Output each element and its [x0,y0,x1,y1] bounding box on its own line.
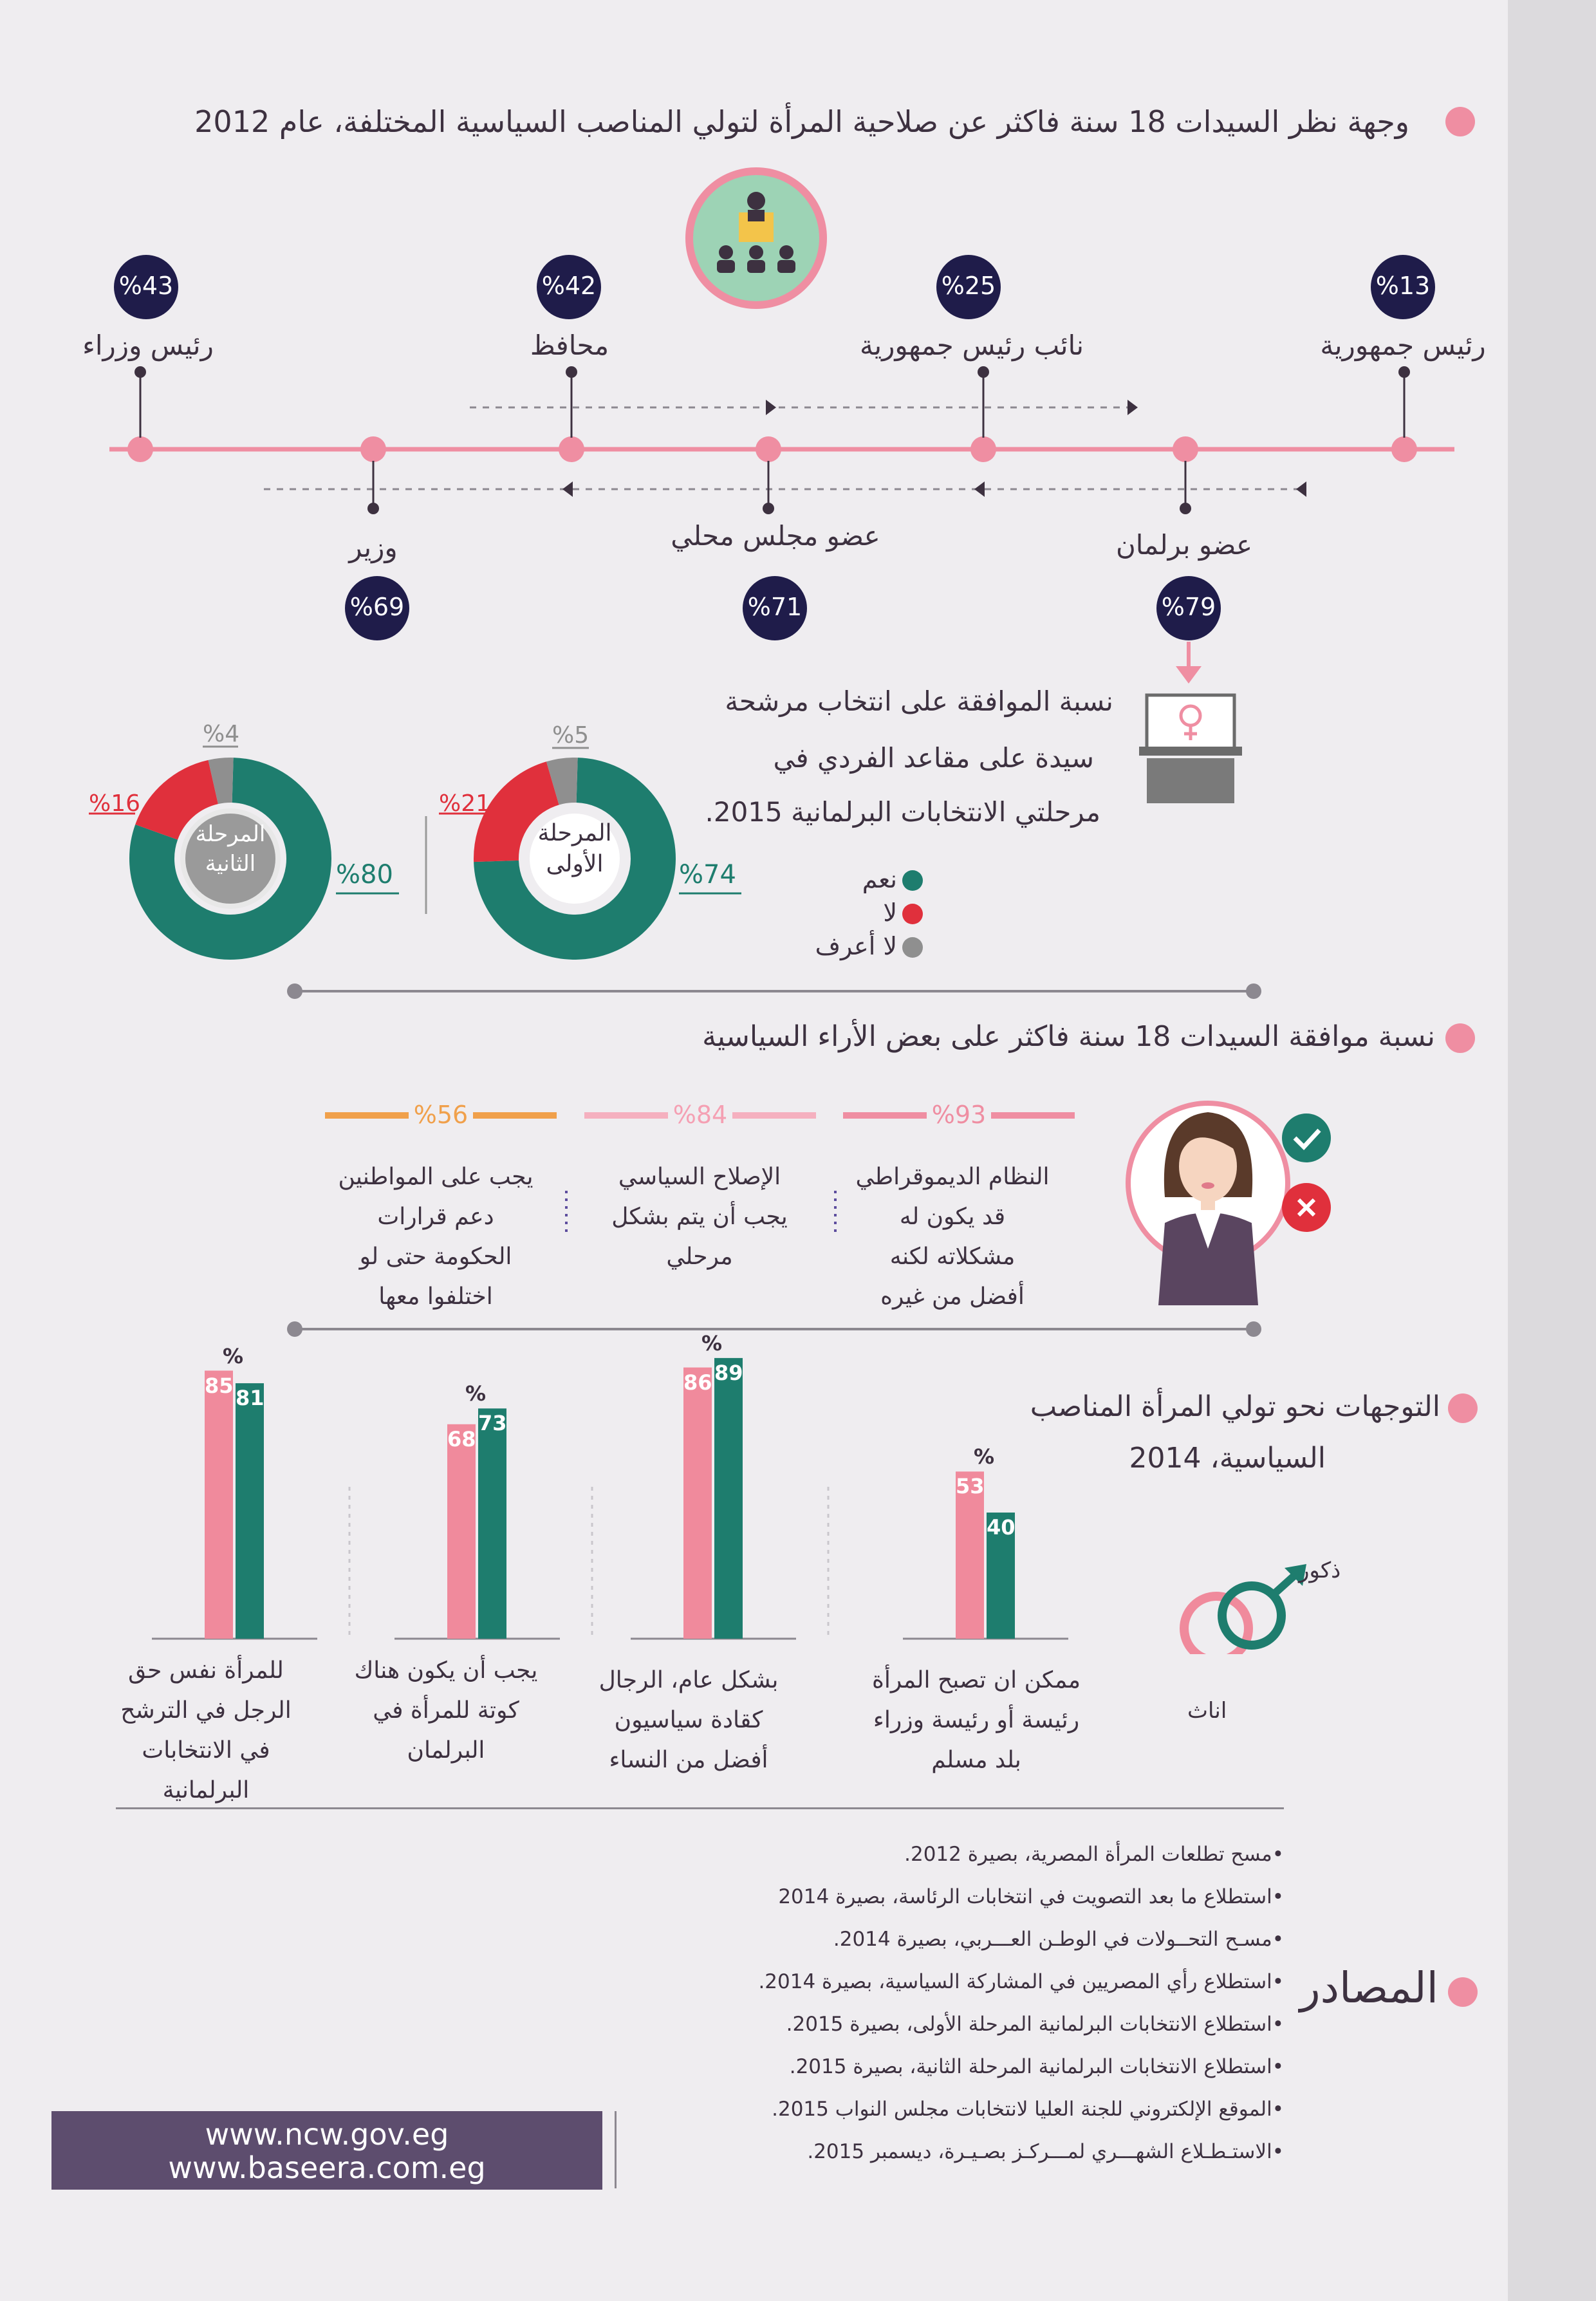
position-label: رئيس وزراء [82,330,214,361]
gender-symbols-icon [1184,1564,1306,1654]
bar-male [478,1408,506,1639]
sources-title: المصادر [1299,1963,1438,2013]
phase2-dontknow-value: %4 [203,721,240,747]
position-value: %69 [349,593,405,621]
link-ncw[interactable]: www.ncw.gov.eg [205,2117,449,2152]
position-value: %13 [1375,272,1431,300]
section1-bullet [1445,107,1475,136]
phase2-name: المرحلة [195,821,266,847]
footer-separator [615,2111,617,2188]
section2-title-line: سيدة على مقاعد الفردي في [773,742,1094,774]
bar-category-label: للمرأة نفس حق الرجل في الترشح في الانتخابات البرلمانية [120,1657,292,1803]
opinion-value: %84 [673,1101,728,1129]
position-label: وزير [349,532,398,563]
podium-icon [689,171,823,305]
donut-segment [213,780,232,782]
phase1-dontknow-value: %5 [552,722,589,749]
position-value: %43 [118,272,174,300]
legend-male: ذكور [1299,1558,1341,1583]
source-item: •استطلاع رأي المصريين في المشاركة السياسية، بصيرة 2014. [758,1970,1284,1993]
bar-percent-symbol: % [465,1381,487,1406]
bar-percent-symbol: % [701,1330,723,1355]
opinion-value: %56 [413,1101,469,1129]
source-item: •استطلاع الانتخابات البرلمانية المرحلة الثانية، بصيرة 2015. [789,2055,1284,2078]
opinion-text: الإصلاح السياسي يجب أن يتم بشكل مرحلي [611,1164,788,1270]
bar-value-label: 86 [683,1370,712,1395]
bar-value-label: 53 [956,1474,985,1499]
source-item: •استطلاع الانتخابات البرلمانية المرحلة الأولى، بصيرة 2015. [786,2013,1284,2036]
bar-category-label: بشكل عام، الرجال كقادة سياسيون أفضل من النساء [598,1667,779,1773]
section2-title-line: نسبة الموافقة على انتخاب مرشحة [725,685,1113,717]
bar-value-label: 89 [714,1360,743,1385]
phase1-no-value: %21 [439,790,491,817]
donut-segment [553,780,577,783]
legend-no: لا [883,899,897,927]
bar-chart [0,1319,1596,1654]
section1-title: وجهة نظر السيدات 18 سنة فاكثر عن صلاحية المرأة لتولي المناصب السياسية المختلفة، عام 2012 [194,104,1409,139]
footer-links [51,2111,602,2190]
legend-dontknow-dot [902,937,923,958]
bar-female [447,1424,476,1639]
position-label: عضو برلمان [1115,529,1253,561]
source-item: •استطلاع ما بعد التصويت في انتخابات الرئاسة، بصيرة 2014 [778,1885,1284,1908]
position-label: عضو مجلس محلي [671,520,880,552]
position-value: %42 [541,272,597,300]
phase2-name: الثانية [205,851,256,877]
bar-value-label: 81 [236,1386,264,1411]
phase1-name: الأولى [546,851,604,877]
bar-category-label: يجب أن يكون هناك كوتة للمرأة في البرلمان [354,1657,538,1764]
bar-male [714,1358,743,1639]
section4-title-line: السياسية، 2014 [1129,1442,1326,1475]
phase1-name: المرحلة [537,820,612,846]
bar-value-label: 73 [478,1411,507,1436]
phase2-no-value: %16 [89,790,141,817]
sources-bullet [1448,1977,1478,2007]
woman-avatar-icon [1128,1103,1288,1305]
bar-value-label: 85 [205,1373,234,1398]
opinion-text: يجب على المواطنين دعم قرارات الحكومة حتى لو اختلفوا معها [338,1164,534,1310]
sources-divider [116,1807,1284,1809]
opinion-text: النظام الديموقراطي قد يكون له مشكلاته لكنه أفضل من غيره [855,1164,1050,1310]
legend-yes: نعم [862,865,897,893]
position-label: محافظ [530,330,609,361]
legend-dontknow: لا أعرف [815,932,897,960]
source-item: •الموقع الإلكتروني للجنة العليا لانتخابات مجلس النواب 2015. [772,2098,1284,2121]
position-value: %79 [1161,593,1216,621]
legend-female: اناث [1187,1698,1227,1724]
section2-title-line: مرحلتي الانتخابات البرلمانية 2015. [705,796,1100,828]
position-value: %25 [941,272,996,300]
close-icon [1282,1183,1331,1232]
source-item: •مسـح التحــولات في الوطـن العـــربي، بصيرة 2014. [833,1928,1284,1951]
source-item: •مسح تطلعات المرأة المصرية، بصيرة 2012. [904,1843,1284,1866]
bar-male [236,1383,264,1639]
bar-percent-symbol: % [974,1444,995,1469]
bar-value-label: 40 [987,1515,1016,1540]
position-value: %71 [747,593,803,621]
bar-percent-symbol: % [223,1343,244,1368]
legend-no-dot [902,904,923,924]
section4-title-line: التوجهات نحو تولي المرأة المناصب [1030,1390,1440,1423]
section3-title: نسبة موافقة السيدات 18 سنة فاكثر على بعض الأراء السياسية [702,1020,1435,1053]
legend-yes-dot [902,870,923,891]
position-label: نائب رئيس جمهورية [859,330,1084,361]
phase2-yes-value: %80 [336,860,393,890]
position-label: رئيس جمهورية [1320,330,1486,361]
link-baseera[interactable]: www.baseera.com.eg [168,2150,486,2185]
bar-female [683,1368,712,1639]
bar-value-label: 68 [447,1426,476,1451]
check-icon [1282,1113,1331,1162]
bar-female [205,1371,233,1639]
phase1-yes-value: %74 [679,860,736,890]
section3-bullet [1445,1023,1475,1053]
bar-category-label: ممكن ان تصبح المرأة رئيسة أو رئيسة وزراء بلد مسلم [872,1667,1081,1773]
opinion-value: %93 [931,1101,987,1129]
source-item: •الاستـطـلاع الشهـــري لمـــركـز بصـيـرة، ديسمبر 2015. [807,2140,1284,2163]
